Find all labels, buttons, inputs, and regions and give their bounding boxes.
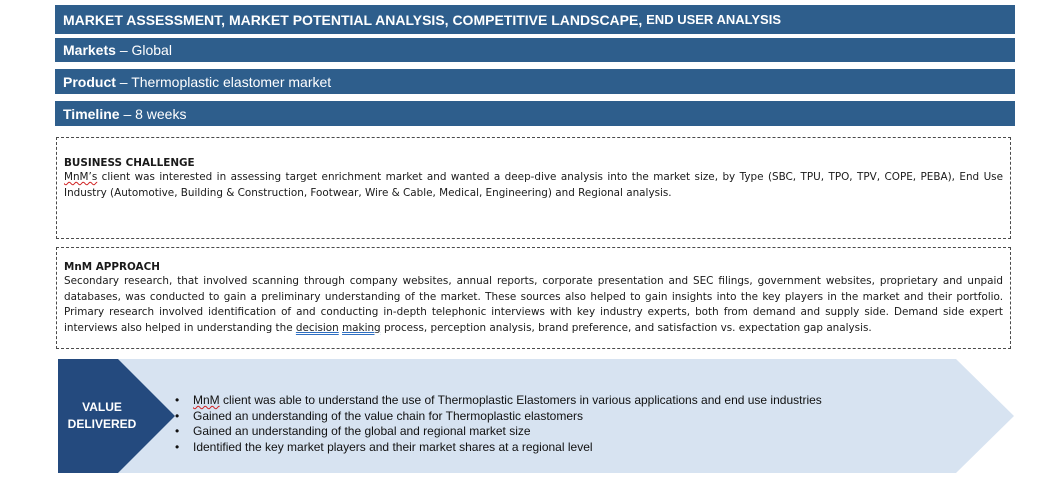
value-delivered-panel: [58, 359, 1014, 473]
timeline-bar: [55, 101, 1015, 128]
product-bar: [55, 69, 1015, 96]
markets-bar: [55, 38, 1015, 64]
value-delivered-label: [58, 399, 146, 433]
list-item: • Gained an understanding of the value chain for Thermoplastic elastomers: [175, 409, 822, 425]
approach-body-end: process, perception analysis, brand preference, and satisfaction vs. expectation gap analysis.: [380, 321, 872, 334]
approach-heading: MnM APPROACH: [64, 261, 160, 273]
approach-body-start: Secondary research, that involved scanning through company websites, annual reports, corporate presentation and SEC filings, government websites, proprietary and unpaid databases, was conducted to gain a preliminary understanding of the market. These sources also helped to gain insights into the key players in the market and their portfolio. Primary research involved identification of and conducting in-depth telephonic interviews with key industry experts, both from demand and supply side. Demand side expert interviews also helped in understanding the: [64, 275, 1003, 334]
value-label-line2: DELIVERED: [67, 417, 137, 431]
report-title-bar: [55, 5, 1015, 36]
list-item: • Gained an understanding of the global and regional market size: [175, 424, 822, 440]
timeline-value: – 8 weeks: [123, 105, 187, 122]
value-label-line1: VALUE: [82, 400, 122, 414]
business-challenge-body: client was interested in assessing target enrichment market and wanted a deep-dive analysis into the market size, by Type (SBC, TPU, TPO, TPV, COPE, PEBA), End Use Industry (Automotive, Building & Construction, Footwear, Wire & Cable, Medical, Engineering) and Regional analysis.: [64, 171, 1003, 199]
report-title: MARKET ASSESSMENT, MARKET POTENTIAL ANALYSIS, COMPETITIVE LANDSCAPE,: [63, 11, 643, 28]
product-value: – Thermoplastic elastomer market: [119, 73, 332, 90]
list-item: • Identified the key market players and their market shares at a regional level: [175, 440, 822, 456]
business-challenge-heading: BUSINESS CHALLENGE: [64, 157, 195, 169]
product-label: Product: [63, 73, 116, 90]
markets-label: Markets: [63, 42, 116, 58]
brand-name: MnM: [193, 393, 220, 407]
list-item-text: client was able to understand the use of Thermoplastic Elastomers in various applications and end use industries: [219, 393, 822, 407]
approach-box: [56, 247, 1011, 349]
timeline-label: Timeline: [63, 105, 120, 122]
value-delivered-list: [175, 393, 822, 455]
approach-text: [64, 274, 1003, 336]
business-challenge-text: [64, 170, 1003, 201]
list-item: [175, 393, 822, 409]
word-making: making: [342, 321, 381, 334]
markets-value: – Global: [119, 42, 172, 58]
word-decision: decision: [295, 321, 339, 334]
report-title-tail: END USER ANALYSIS: [646, 12, 781, 27]
business-challenge-box: [56, 137, 1011, 239]
brand-name: MnM’s: [64, 171, 98, 183]
